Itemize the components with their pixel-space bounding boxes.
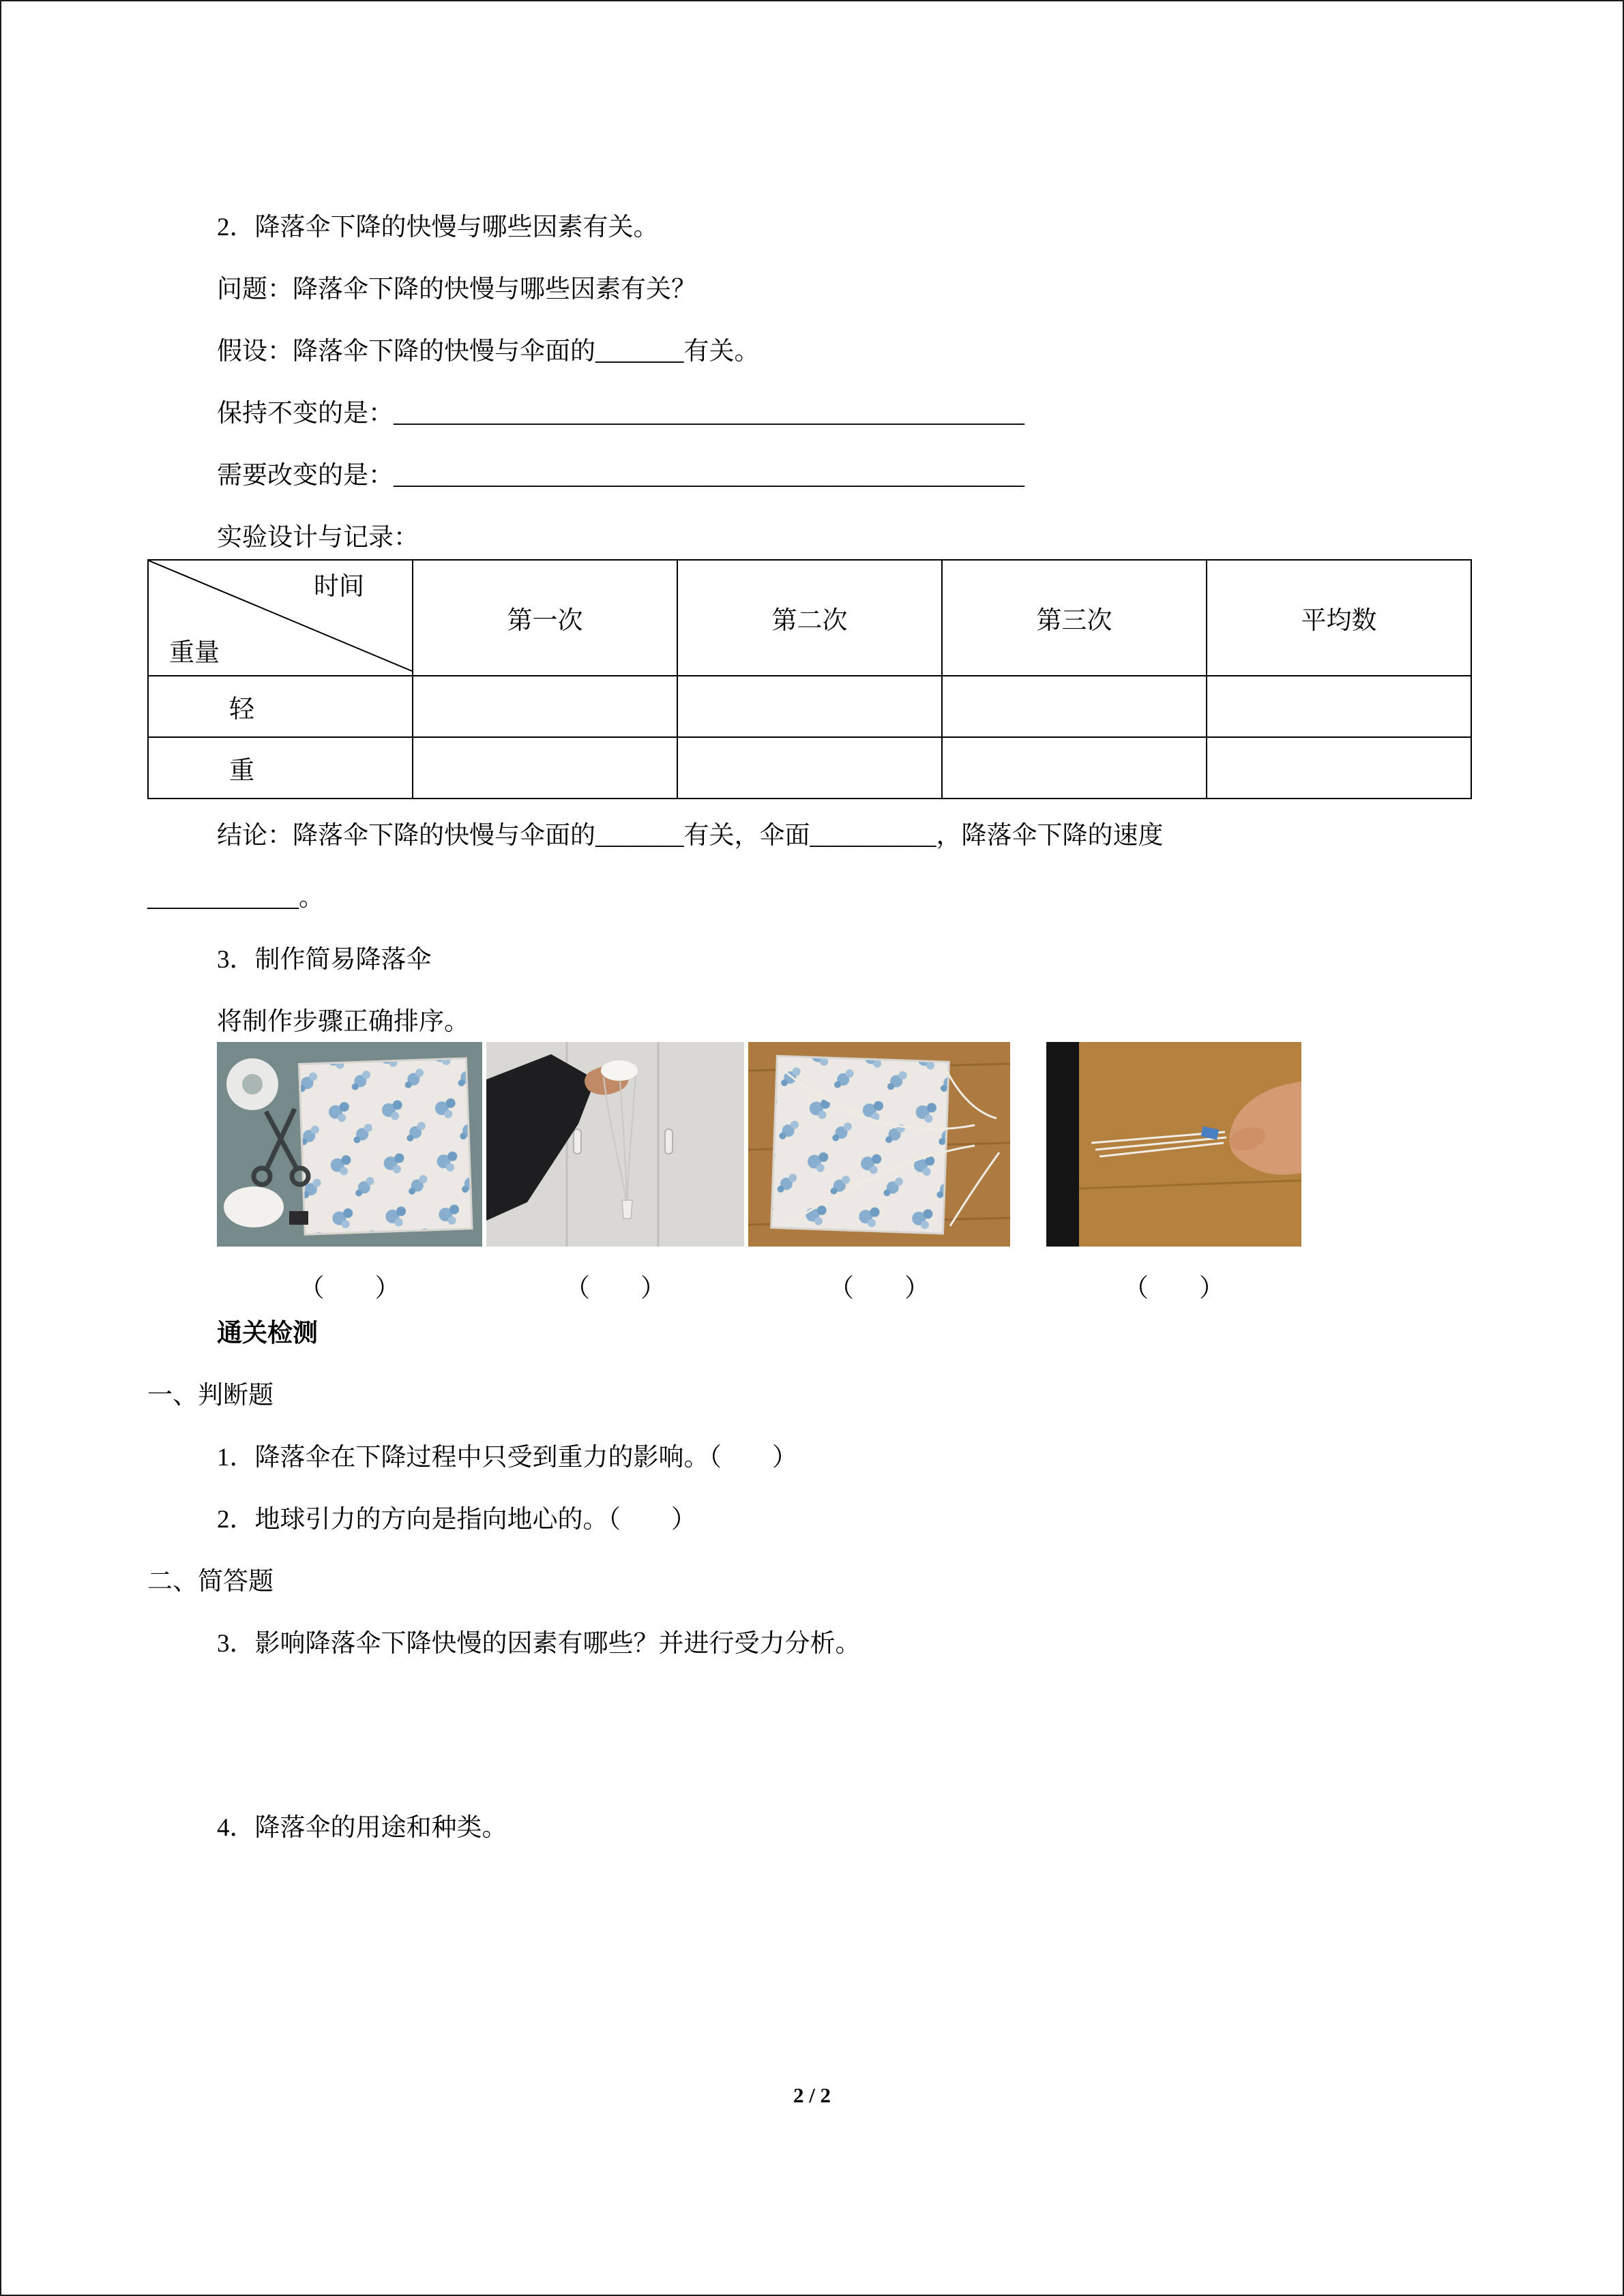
cell-heavy-avg — [1207, 737, 1471, 799]
order-blank-3: （ ） — [829, 1274, 930, 1302]
conclusion-line-1: 结论：降落伞下降的快慢与伞面的_______有关，伞面__________，降落伞下降的速度 — [217, 822, 1164, 850]
materials-photo-graphic — [217, 1042, 482, 1247]
conclusion-line-2: ____________。 — [147, 884, 324, 912]
cell-light-2 — [677, 676, 942, 737]
hanging-test-photo-graphic — [486, 1042, 744, 1247]
order-blank-4: （ ） — [1123, 1274, 1224, 1302]
cell-light-avg — [1207, 676, 1471, 737]
plastic-canopy-shape — [601, 1060, 638, 1081]
check-heading: 通关检测 — [217, 1320, 318, 1347]
step-photo-tying-strings — [1046, 1042, 1301, 1247]
tying-strings-photo-graphic — [1046, 1042, 1301, 1247]
cell-light-1 — [413, 676, 677, 737]
step-photos-row — [217, 1042, 1301, 1247]
check-section-block — [147, 1302, 1582, 1675]
question4-block — [147, 1797, 1582, 1859]
section2-heading: 2．降落伞下降的快慢与哪些因素有关。 — [217, 213, 659, 241]
fabric-strings-photo-graphic — [748, 1042, 1010, 1247]
part1-label: 一、判断题 — [147, 1382, 274, 1410]
corner-label-weight: 重量 — [169, 639, 220, 667]
cabinet-handle — [574, 1129, 581, 1154]
section3-instruction: 将制作步骤正确排序。 — [217, 1008, 469, 1036]
part2-label: 二、简答题 — [147, 1568, 274, 1596]
short-answer-question-4: 4．降落伞的用途和种类。 — [217, 1814, 507, 1842]
order-blank-1: （ ） — [299, 1274, 400, 1302]
table-corner-cell — [148, 560, 413, 676]
row-label-light: 轻 — [148, 676, 413, 737]
page-number: 2 / 2 — [793, 2083, 831, 2107]
table-row-light — [148, 676, 1471, 737]
need-change-line: 需要改变的是：__________________________________________________ — [217, 462, 1024, 490]
hypothesis-line: 假设：降落伞下降的快慢与伞面的_______有关。 — [217, 338, 760, 366]
section3-block — [147, 929, 1582, 1053]
column-header-average: 平均数 — [1207, 560, 1471, 676]
judge-question-1: 1．降落伞在下降过程中只受到重力的影响。（ ） — [217, 1444, 797, 1472]
experiment-table-wrap — [147, 559, 1472, 799]
column-header-third: 第三次 — [942, 560, 1207, 676]
cell-heavy-3 — [942, 737, 1207, 799]
step-photo-materials — [217, 1042, 482, 1247]
section2-block — [147, 196, 1582, 569]
column-header-second: 第二次 — [677, 560, 942, 676]
binder-clip-shape — [289, 1211, 308, 1225]
judge-question-2: 2．地球引力的方向是指向地心的。（ ） — [217, 1506, 696, 1534]
row-label-heavy: 重 — [148, 737, 413, 799]
column-header-first: 第一次 — [413, 560, 677, 676]
cabinet-handle — [665, 1129, 673, 1154]
question-line: 问题：降落伞下降的快慢与哪些因素有关？ — [217, 275, 696, 303]
order-blank-2: （ ） — [565, 1274, 666, 1302]
record-label-line: 实验设计与记录： — [217, 524, 419, 552]
section3-heading: 3．制作简易降落伞 — [217, 946, 432, 974]
table-row-heavy — [148, 737, 1471, 799]
corner-label-time: 时间 — [314, 573, 364, 601]
cell-light-3 — [942, 676, 1207, 737]
cell-heavy-1 — [413, 737, 677, 799]
cell-heavy-2 — [677, 737, 942, 799]
short-answer-question-3: 3．影响降落伞下降快慢的因素有哪些？并进行受力分析。 — [217, 1630, 861, 1658]
experiment-table — [147, 559, 1472, 799]
tape-roll-shape — [226, 1058, 278, 1110]
conclusion-block — [147, 805, 1582, 929]
step-photo-hanging-test — [486, 1042, 744, 1247]
step-photo-fabric-strings — [748, 1042, 1010, 1247]
floral-fabric-square — [299, 1058, 472, 1234]
keep-constant-line: 保持不变的是：__________________________________________________ — [217, 400, 1024, 428]
hanging-weight-shape — [622, 1200, 632, 1219]
dark-edge-strip — [1046, 1042, 1079, 1247]
white-cloth-shape — [224, 1187, 284, 1227]
